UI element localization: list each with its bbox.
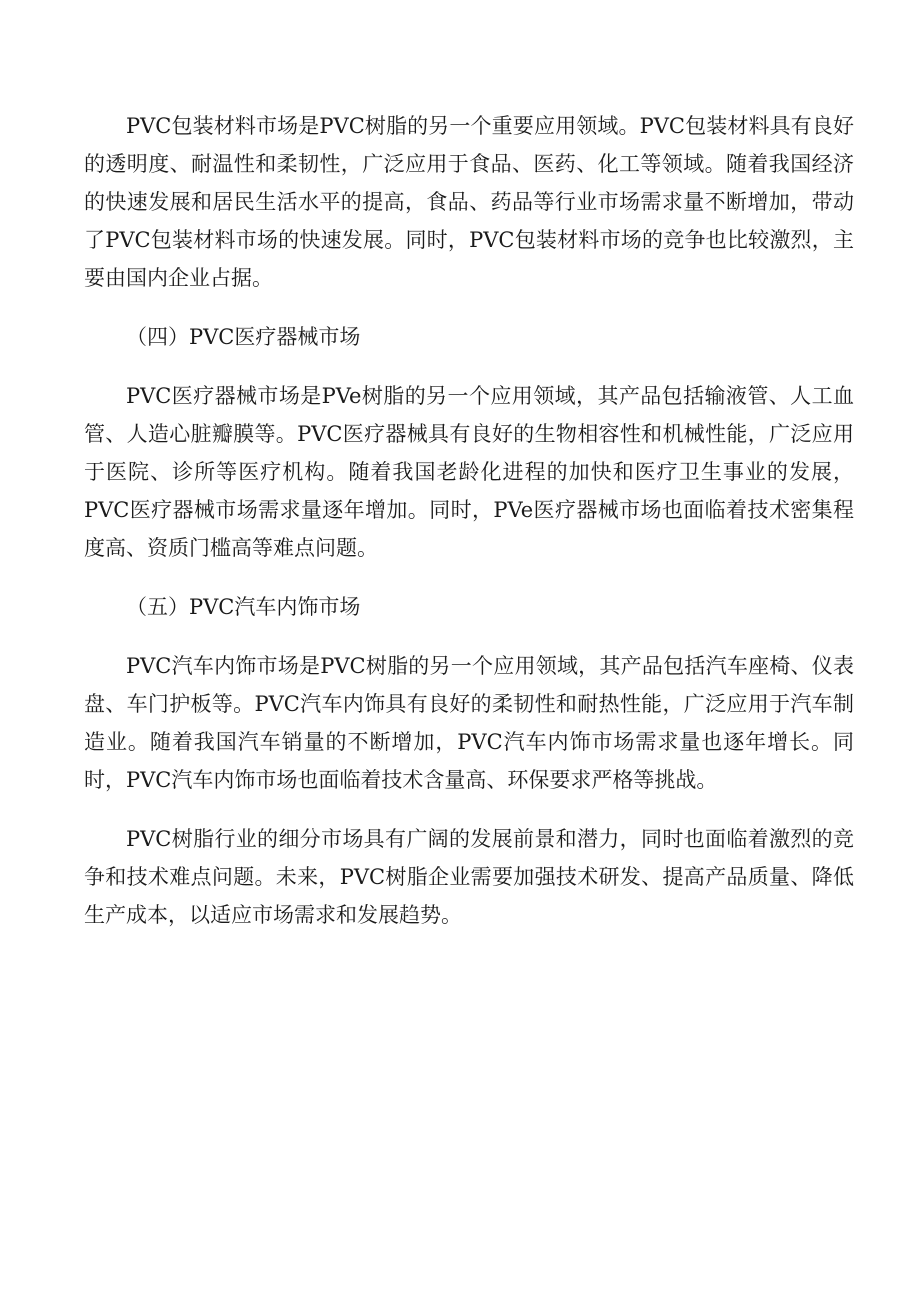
section-heading-medical-devices: （四）PVC医疗器械市场	[126, 325, 361, 349]
section-heading-auto-interior: （五）PVC汽车内饰市场	[126, 595, 361, 619]
paragraph-packaging-market: PVC包装材料市场是PVC树脂的另一个重要应用领域。PVC包装材料具有良好的透明度、耐温性和柔韧性，广泛应用于食品、医药、化工等领域。随着我国经济的快速发展和居民生活水平的提高，食品、药品等行业市场需求量不断增加，带动了PVC包装材料市场的快速发展。同时，PVC包装材料市场的竞争也比较激烈，主要由国内企业占据。	[84, 114, 854, 290]
paragraph-medical-devices-market: PVC医疗器械市场是PVe树脂的另一个应用领域，其产品包括输液管、人工血管、人造心脏瓣膜等。PVC医疗器械具有良好的生物相容性和机械性能，广泛应用于医院、诊所等医疗机构。随着我国老龄化进程的加快和医疗卫生事业的发展，PVC医疗器械市场需求量逐年增加。同时，PVe医疗器械市场也面临着技术密集程度高、资质门槛高等难点问题。	[84, 384, 854, 560]
paragraph-auto-interior-market: PVC汽车内饰市场是PVC树脂的另一个应用领域，其产品包括汽车座椅、仪表盘、车门护板等。PVC汽车内饰具有良好的柔韧性和耐热性能，广泛应用于汽车制造业。随着我国汽车销量的不断增加，PVC汽车内饰市场需求量也逐年增长。同时，PVC汽车内饰市场也面临着技术含量高、环保要求严格等挑战。	[84, 654, 854, 792]
document-body	[84, 107, 854, 955]
paragraph-summary: PVC树脂行业的细分市场具有广阔的发展前景和潜力，同时也面临着激烈的竞争和技术难点问题。未来，PVC树脂企业需要加强技术研发、提高产品质量、降低生产成本，以适应市场需求和发展趋势。	[84, 827, 854, 927]
